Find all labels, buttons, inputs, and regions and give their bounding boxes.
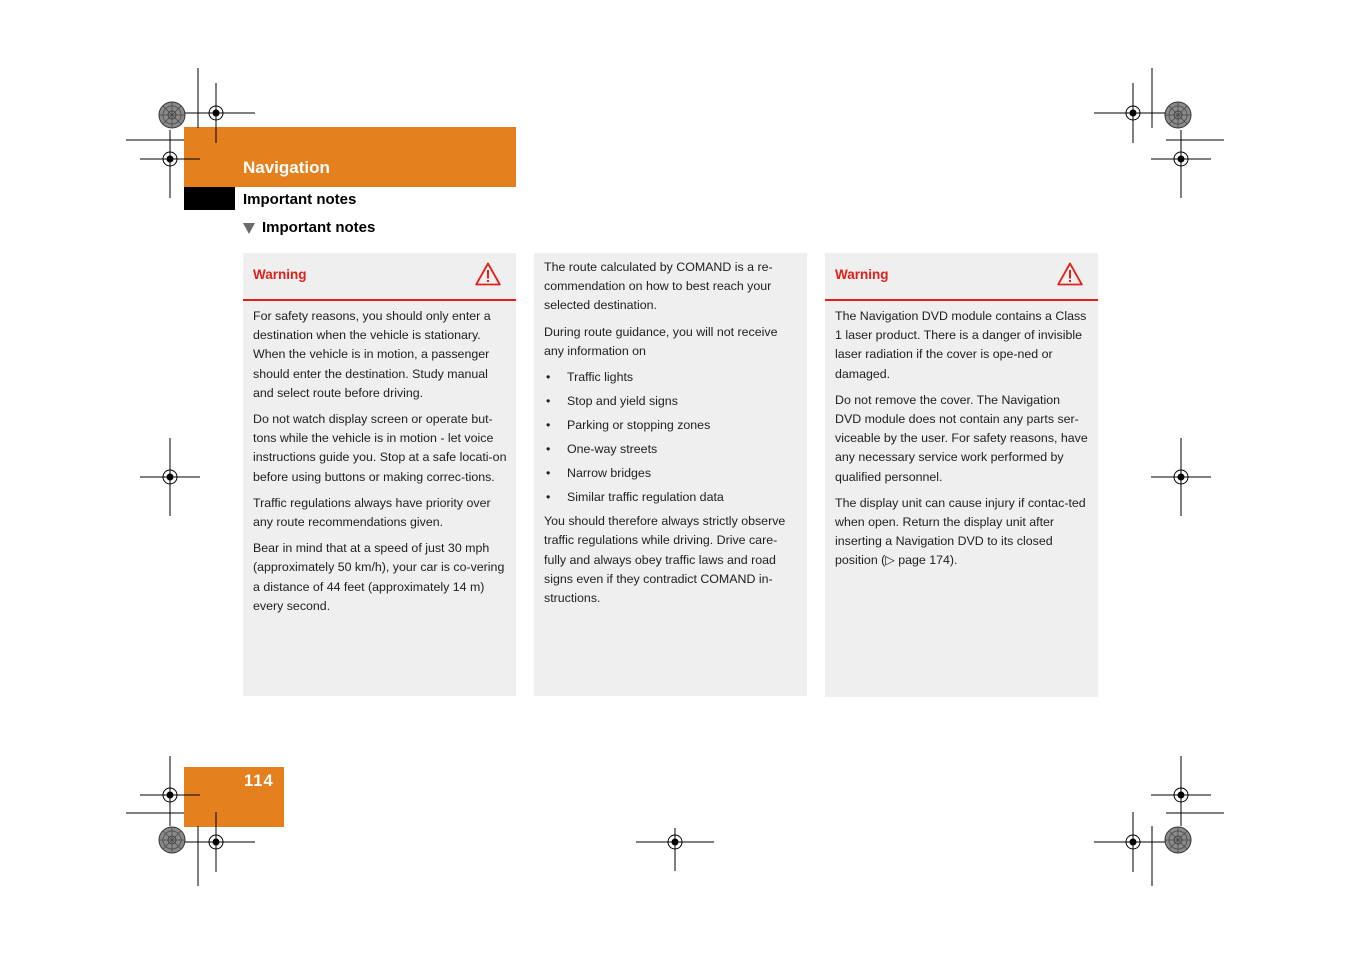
bullet-icon: • [546,442,551,457]
list-item: • Similar traffic regulation data [544,488,798,507]
page-number: 114 [244,772,274,790]
paragraph: You should therefore always strictly observe traffic regulations while driving. Drive care-fully and always obey traffic laws and road signs even if they contradict COMAND in-structions. [544,514,786,606]
list-item: • Traffic lights [544,368,798,387]
paragraph: Do not remove the cover. The Navigation DVD module does not contain any parts ser-viceable by the user. For safety reasons, have any necessary service work performed by qualified personnel. [835,392,1088,484]
list-item: • Stop and yield signs [544,392,798,411]
list-item: • Narrow bridges [544,464,798,483]
list-item: • Parking or stopping zones [544,416,798,435]
warning-label: Warning [253,267,307,282]
paragraph: Bear in mind that at a speed of just 30 mph (approximately 50 km/h), your car is co-vering a distance of 44 feet (approximately 14 m) every second. [253,541,505,613]
paragraph: The route calculated by COMAND is a re-commendation on how to best reach your selected destination. [544,260,773,313]
bullet-icon: • [546,418,551,433]
bullet-icon: • [546,466,551,481]
paragraph: Traffic regulations always have priority over any route recommendations given. [253,495,491,530]
section-heading-text: Important notes [262,219,376,236]
paragraph: Do not watch display screen or operate but-tons while the vehicle is in motion - let voice instructions guide you. Stop at a safe locati-on before using buttons or making correc-tions. [253,412,507,484]
bullet-icon: • [546,490,551,505]
chapter-title: Navigation [243,158,330,177]
paragraph: For safety reasons, you should only enter a destination when the vehicle is stationary. When the vehicle is in motion, a passenger should enter the destination. Study manual and select route before driving. [253,309,491,400]
subsection-title: Important notes [243,191,357,208]
paragraph: The Navigation DVD module contains a Class 1 laser product. There is a danger of invisible laser radiation if the cover is ope-ned or damaged. [835,309,1087,381]
bullet-icon: • [546,370,551,385]
paragraph: The display unit can cause injury if contac-ted when open. Return the display unit after inserting a Navigation DVD to its closed position (▷ page 174). [835,495,1086,568]
list-item: • One-way streets [544,440,798,459]
bullet-icon: • [546,394,551,409]
paragraph: During route guidance, you will not receive any information on [544,324,778,358]
warning-label: Warning [835,267,889,282]
